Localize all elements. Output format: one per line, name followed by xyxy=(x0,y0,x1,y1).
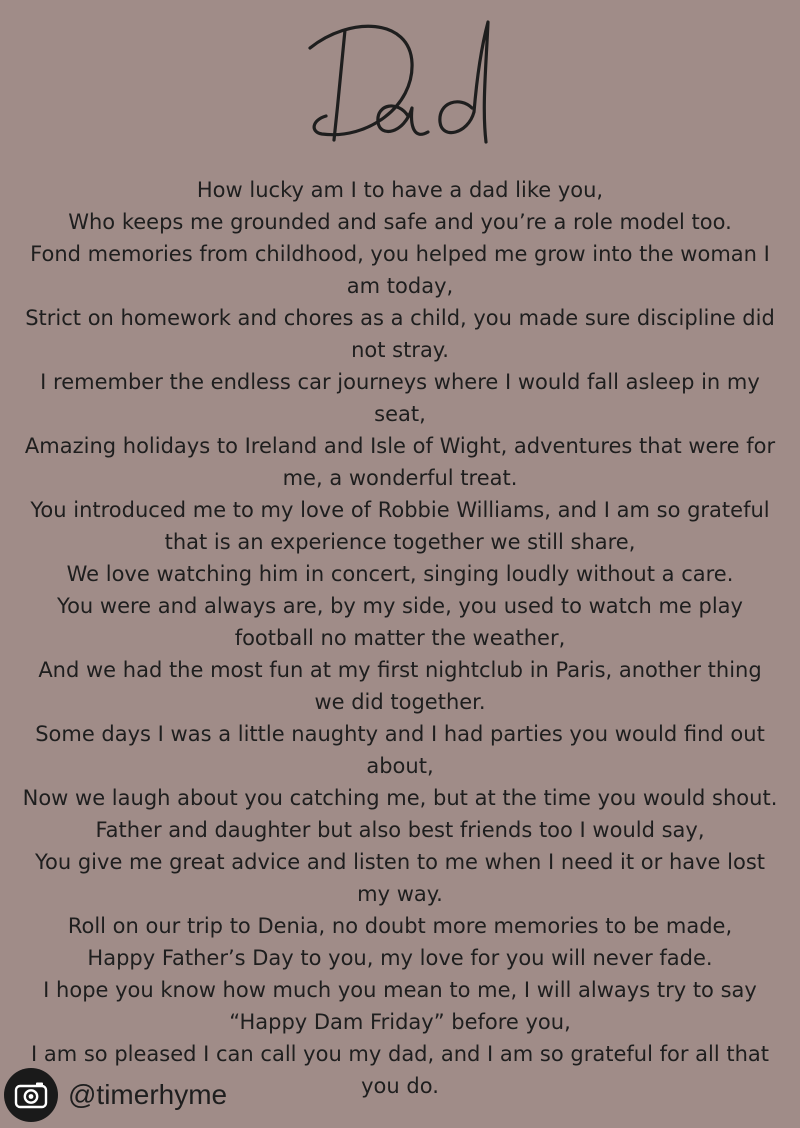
poem-line: Roll on our trip to Denia, no doubt more memories to be made, xyxy=(67,914,733,938)
poem-line: You give me great advice and listen to me when I need it or have lost my way. xyxy=(34,850,766,906)
poem-line: You introduced me to my love of Robbie Williams, and I am so grateful that is an experience together we still share, xyxy=(30,498,770,554)
poem-line: I hope you know how much you mean to me, I will always try to say “Happy Dam Friday” before you, xyxy=(43,978,757,1034)
poem-line: Father and daughter but also best friends too I would say, xyxy=(95,818,705,842)
poem-body xyxy=(20,174,780,1102)
poem-line: Amazing holidays to Ireland and Isle of Wight, adventures that were for me, a wonderful treat. xyxy=(24,434,776,490)
page-title xyxy=(0,0,1,1)
poem-line: And we had the most fun at my first nightclub in Paris, another thing we did together. xyxy=(38,658,762,714)
title-area xyxy=(0,0,800,160)
poem-line: How lucky am I to have a dad like you, xyxy=(196,178,604,202)
social-footer xyxy=(4,1067,227,1123)
poem-line: Strict on homework and chores as a child, you made sure discipline did not stray. xyxy=(25,306,775,362)
poem-line: Who keeps me grounded and safe and you’re a role model too. xyxy=(68,210,732,234)
poem-line: Happy Father’s Day to you, my love for you will never fade. xyxy=(87,946,713,970)
dad-script-title xyxy=(290,8,510,158)
poem-line: Now we laugh about you catching me, but at the time you would shout. xyxy=(22,786,778,810)
camera-icon xyxy=(4,1068,58,1122)
poem-line: Fond memories from childhood, you helped me grow into the woman I am today, xyxy=(30,242,770,298)
poem-line: We love watching him in concert, singing loudly without a care. xyxy=(66,562,734,586)
poem-line: I am so pleased I can call you my dad, and I am so grateful for all that you do. xyxy=(30,1042,769,1098)
poem-line: I remember the endless car journeys where I would fall asleep in my seat, xyxy=(40,370,760,426)
social-handle[interactable]: @timerhyme xyxy=(68,1079,228,1110)
poem-line: Some days I was a little naughty and I had parties you would find out about, xyxy=(35,722,765,778)
poem-line: You were and always are, by my side, you used to watch me play football no matter the weather, xyxy=(57,594,743,650)
